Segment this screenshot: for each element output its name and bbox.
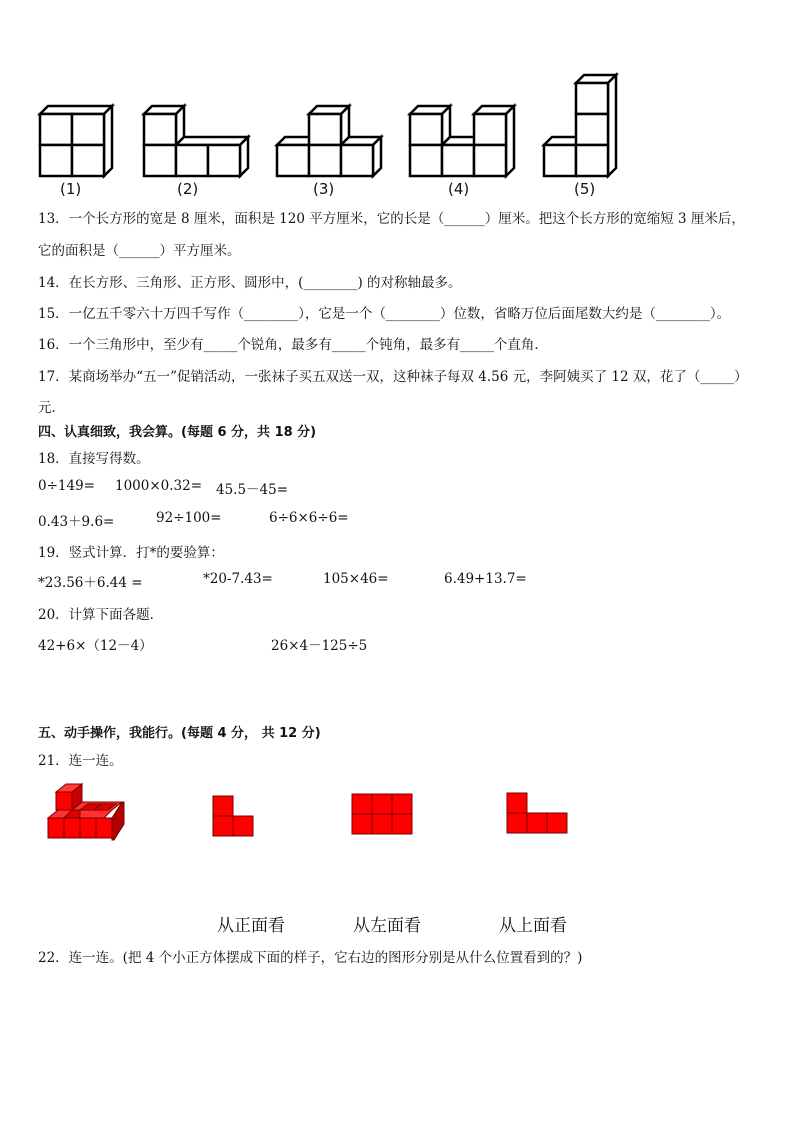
view-label-front: 从正面看 <box>217 916 285 936</box>
question-16: 16．一个三角形中，至少有_____个锐角，最多有_____个钝角，最多有_____个直角． <box>38 337 548 353</box>
figure-4 <box>410 106 514 176</box>
question-15: 15．一亿五千零六十万四千写作（________），它是一个（________）位数，省略万位后面尾数大约是（________）。 <box>38 306 731 322</box>
figure-3 <box>277 106 381 176</box>
question-17-line-1: 17．某商场举办“五一”促销活动，一张袜子买五双送一双，这种袜子每双 4.56 元，李阿姨买了 12 双，花了（_____） <box>38 369 748 385</box>
view-shape-2 <box>351 793 413 835</box>
question-22: 22．连一连。(把 4 个小正方体摆成下面的样子，它右边的图形分别是从什么位置看到的？) <box>38 950 583 966</box>
section-4-heading: 四、认真细致，我会算。(每题 6 分，共 18 分) <box>38 425 317 440</box>
q19-item-2: *20-7.43= <box>203 571 273 587</box>
q18-item-5: 92÷100= <box>156 510 222 526</box>
q19-item-1: *23.56＋6.44 = <box>38 575 143 591</box>
view-shape-1 <box>212 795 256 837</box>
red-3d-block-figure <box>44 782 130 844</box>
figure-2 <box>144 106 248 176</box>
q18-item-1: 0÷149= <box>38 478 95 494</box>
question-17-line-2: 元． <box>38 400 65 416</box>
q18-item-6: 6÷6×6÷6= <box>269 510 349 526</box>
view-label-top: 从上面看 <box>499 916 567 936</box>
q19-item-3: 105×46= <box>323 571 389 587</box>
question-13-line-2: 它的面积是（______）平方厘米。 <box>38 243 241 259</box>
q18-item-3: 45.5－45= <box>216 482 289 498</box>
view-label-left: 从左面看 <box>353 916 421 936</box>
figure-label-1: (1) <box>60 180 82 198</box>
q20-item-2: 26×4－125÷5 <box>271 638 368 654</box>
view-shape-3 <box>506 792 570 834</box>
q19-item-4: 6.49+13.7= <box>444 571 527 587</box>
figure-label-5: (5) <box>574 180 596 198</box>
figure-1 <box>40 106 112 176</box>
q20-item-1: 42+6×（12－4） <box>38 638 153 654</box>
section-5-heading: 五、动手操作，我能行。(每题 4 分， 共 12 分) <box>38 726 321 741</box>
figure-label-3: (3) <box>313 180 335 198</box>
question-19-title: 19．竖式计算．打*的要验算： <box>38 545 224 561</box>
question-21-title: 21．连一连。 <box>38 753 123 769</box>
question-13-line-1: 13．一个长方形的宽是 8 厘米，面积是 120 平方厘米，它的长是（______）厘米。把这个长方形的宽缩短 3 厘米后， <box>38 211 745 227</box>
question-20-title: 20．计算下面各题． <box>38 607 164 623</box>
figure-5 <box>544 75 616 176</box>
figure-label-4: (4) <box>448 180 470 198</box>
q18-item-4: 0.43＋9.6= <box>38 514 115 530</box>
question-14: 14．在长方形、三角形、正方形、圆形中，(________) 的对称轴最多。 <box>38 275 462 291</box>
figure-label-2: (2) <box>177 180 199 198</box>
q18-item-2: 1000×0.32= <box>115 478 203 494</box>
question-18-title: 18．直接写得数。 <box>38 451 150 467</box>
